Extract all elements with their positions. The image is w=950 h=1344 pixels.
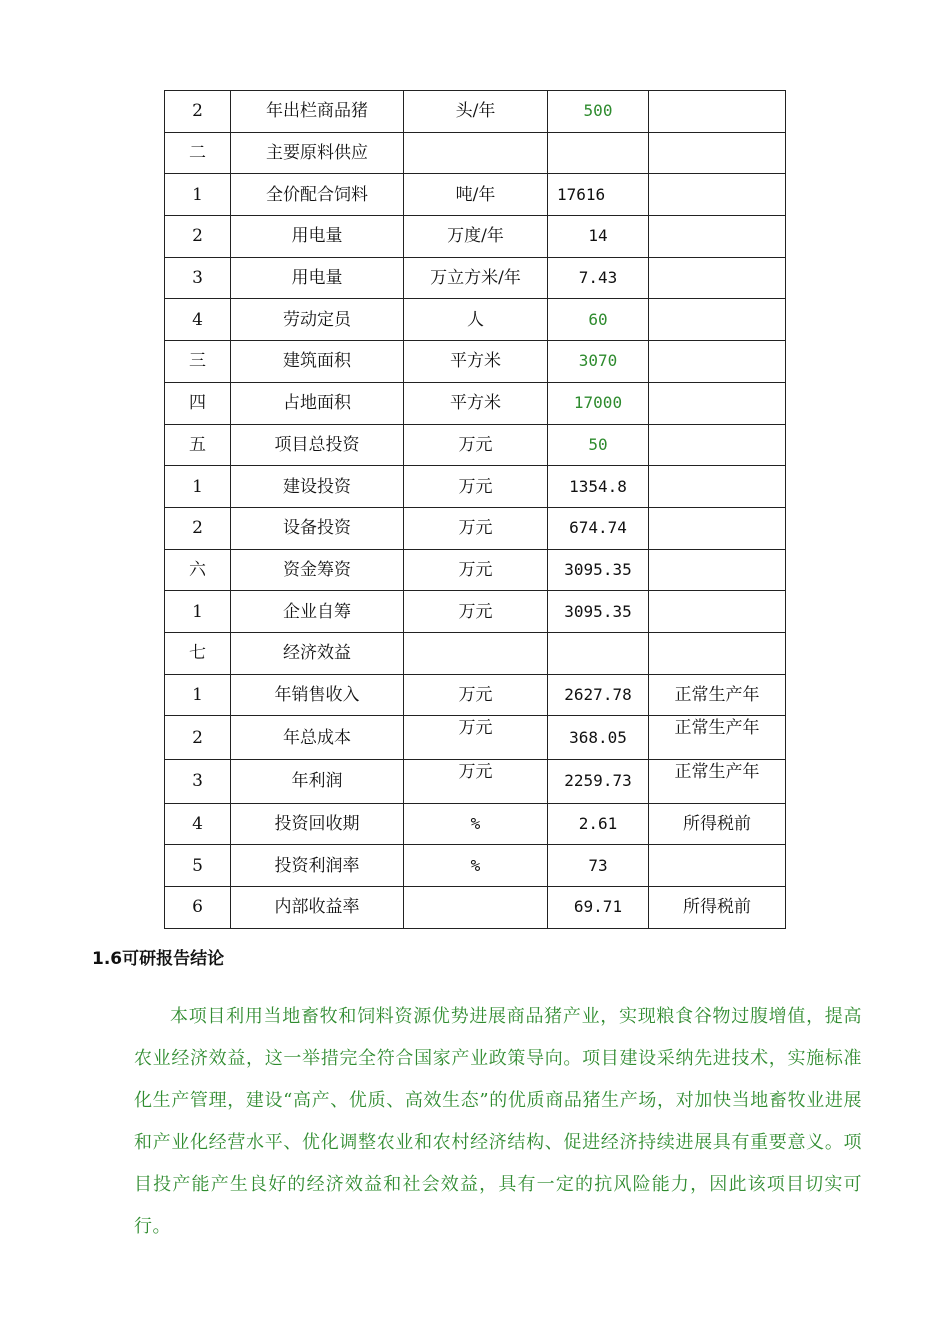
note-cell — [649, 466, 786, 508]
value-cell: 3070 — [548, 341, 649, 383]
item-name-cell: 年销售收入 — [231, 674, 404, 716]
note-cell — [649, 132, 786, 174]
row-number-cell: 五 — [165, 424, 231, 466]
unit-cell: 平方米 — [404, 382, 548, 424]
unit-cell: 吨/年 — [404, 174, 548, 216]
row-number-cell: 3 — [165, 760, 231, 804]
table-row — [165, 174, 786, 216]
unit-cell: 万元 — [404, 549, 548, 591]
row-number-cell: 2 — [165, 507, 231, 549]
note-cell: 所得税前 — [649, 887, 786, 929]
unit-cell: 头/年 — [404, 91, 548, 133]
note-cell — [649, 257, 786, 299]
table-row — [165, 341, 786, 383]
note-cell — [649, 549, 786, 591]
row-number-cell: 1 — [165, 174, 231, 216]
note-cell — [649, 382, 786, 424]
value-cell: 17000 — [548, 382, 649, 424]
project-indicators-table — [164, 90, 786, 929]
item-name-cell: 年利润 — [231, 760, 404, 804]
value-cell: 17616 — [548, 174, 649, 216]
unit-cell — [404, 632, 548, 674]
item-name-cell: 年总成本 — [231, 716, 404, 760]
value-cell: 7.43 — [548, 257, 649, 299]
table-row — [165, 549, 786, 591]
table-row — [165, 632, 786, 674]
table-row — [165, 591, 786, 633]
note-cell: 所得税前 — [649, 803, 786, 845]
item-name-cell: 用电量 — [231, 216, 404, 258]
table-row — [165, 382, 786, 424]
row-number-cell: 5 — [165, 845, 231, 887]
table-row — [165, 507, 786, 549]
row-number-cell: 4 — [165, 803, 231, 845]
value-cell: 2.61 — [548, 803, 649, 845]
note-cell — [649, 591, 786, 633]
unit-cell: 万度/年 — [404, 216, 548, 258]
value-cell: 60 — [548, 299, 649, 341]
table-row — [165, 803, 786, 845]
row-number-cell: 四 — [165, 382, 231, 424]
item-name-cell: 经济效益 — [231, 632, 404, 674]
value-cell — [548, 132, 649, 174]
row-number-cell: 1 — [165, 591, 231, 633]
note-cell — [649, 299, 786, 341]
value-cell: 69.71 — [548, 887, 649, 929]
unit-cell: 万元 — [404, 674, 548, 716]
value-cell: 14 — [548, 216, 649, 258]
unit-cell: 万元 — [404, 591, 548, 633]
unit-cell: 万元 — [404, 716, 548, 760]
value-cell: 674.74 — [548, 507, 649, 549]
value-cell: 2259.73 — [548, 760, 649, 804]
table-row — [165, 132, 786, 174]
item-name-cell: 投资回收期 — [231, 803, 404, 845]
item-name-cell: 设备投资 — [231, 507, 404, 549]
conclusion-paragraph: 本项目利用当地畜牧和饲料资源优势进展商品猪产业，实现粮食谷物过腹增值，提高农业经济效益，这一举措完全符合国家产业政策导向。项目建设采纳先进技术，实施标准化生产管理，建设“高产、优质、高效生态”的优质商品猪生产场，对加快当地畜牧业进展和产业化经营水平、优化调整农业和农村经济结构、促进经济持续进展具有重要意义。项目投产能产生良好的经济效益和社会效益，具有一定的抗风险能力，因此该项目切实可行。 — [134, 1006, 862, 1237]
item-name-cell: 资金筹资 — [231, 549, 404, 591]
row-number-cell: 2 — [165, 91, 231, 133]
table-row — [165, 887, 786, 929]
unit-cell: 万元 — [404, 466, 548, 508]
item-name-cell: 劳动定员 — [231, 299, 404, 341]
row-number-cell: 六 — [165, 549, 231, 591]
item-name-cell: 内部收益率 — [231, 887, 404, 929]
table-row — [165, 845, 786, 887]
unit-cell: 平方米 — [404, 341, 548, 383]
value-cell: 1354.8 — [548, 466, 649, 508]
note-cell: 正常生产年 — [649, 674, 786, 716]
value-cell — [548, 632, 649, 674]
item-name-cell: 年出栏商品猪 — [231, 91, 404, 133]
value-cell: 500 — [548, 91, 649, 133]
item-name-cell: 主要原料供应 — [231, 132, 404, 174]
note-cell — [649, 507, 786, 549]
value-cell: 3095.35 — [548, 591, 649, 633]
row-number-cell: 6 — [165, 887, 231, 929]
item-name-cell: 占地面积 — [231, 382, 404, 424]
item-name-cell: 全价配合饲料 — [231, 174, 404, 216]
table-row — [165, 760, 786, 804]
unit-cell — [404, 887, 548, 929]
row-number-cell: 3 — [165, 257, 231, 299]
row-number-cell: 2 — [165, 716, 231, 760]
table-row — [165, 424, 786, 466]
unit-cell: 万元 — [404, 507, 548, 549]
note-cell: 正常生产年 — [649, 760, 786, 804]
row-number-cell: 二 — [165, 132, 231, 174]
table-row — [165, 674, 786, 716]
note-cell: 正常生产年 — [649, 716, 786, 760]
note-cell — [649, 91, 786, 133]
row-number-cell: 七 — [165, 632, 231, 674]
table-row — [165, 716, 786, 760]
item-name-cell: 企业自筹 — [231, 591, 404, 633]
value-cell: 3095.35 — [548, 549, 649, 591]
unit-cell — [404, 132, 548, 174]
row-number-cell: 1 — [165, 674, 231, 716]
item-name-cell: 投资利润率 — [231, 845, 404, 887]
table-row — [165, 466, 786, 508]
note-cell — [649, 424, 786, 466]
note-cell — [649, 216, 786, 258]
value-cell: 2627.78 — [548, 674, 649, 716]
item-name-cell: 用电量 — [231, 257, 404, 299]
item-name-cell: 项目总投资 — [231, 424, 404, 466]
section-heading: 1.6可研报告结论 — [92, 949, 225, 969]
note-cell — [649, 632, 786, 674]
value-cell: 368.05 — [548, 716, 649, 760]
unit-cell: 万元 — [404, 424, 548, 466]
note-cell — [649, 341, 786, 383]
unit-cell: 万立方米/年 — [404, 257, 548, 299]
table-row — [165, 299, 786, 341]
row-number-cell: 2 — [165, 216, 231, 258]
unit-cell: % — [404, 803, 548, 845]
item-name-cell: 建设投资 — [231, 466, 404, 508]
note-cell — [649, 845, 786, 887]
note-cell — [649, 174, 786, 216]
table-row — [165, 216, 786, 258]
row-number-cell: 1 — [165, 466, 231, 508]
item-name-cell: 建筑面积 — [231, 341, 404, 383]
unit-cell: 人 — [404, 299, 548, 341]
unit-cell: 万元 — [404, 760, 548, 804]
table-row — [165, 257, 786, 299]
table-row — [165, 91, 786, 133]
value-cell: 73 — [548, 845, 649, 887]
table-body — [165, 91, 786, 929]
value-cell: 50 — [548, 424, 649, 466]
row-number-cell: 4 — [165, 299, 231, 341]
unit-cell: % — [404, 845, 548, 887]
row-number-cell: 三 — [165, 341, 231, 383]
